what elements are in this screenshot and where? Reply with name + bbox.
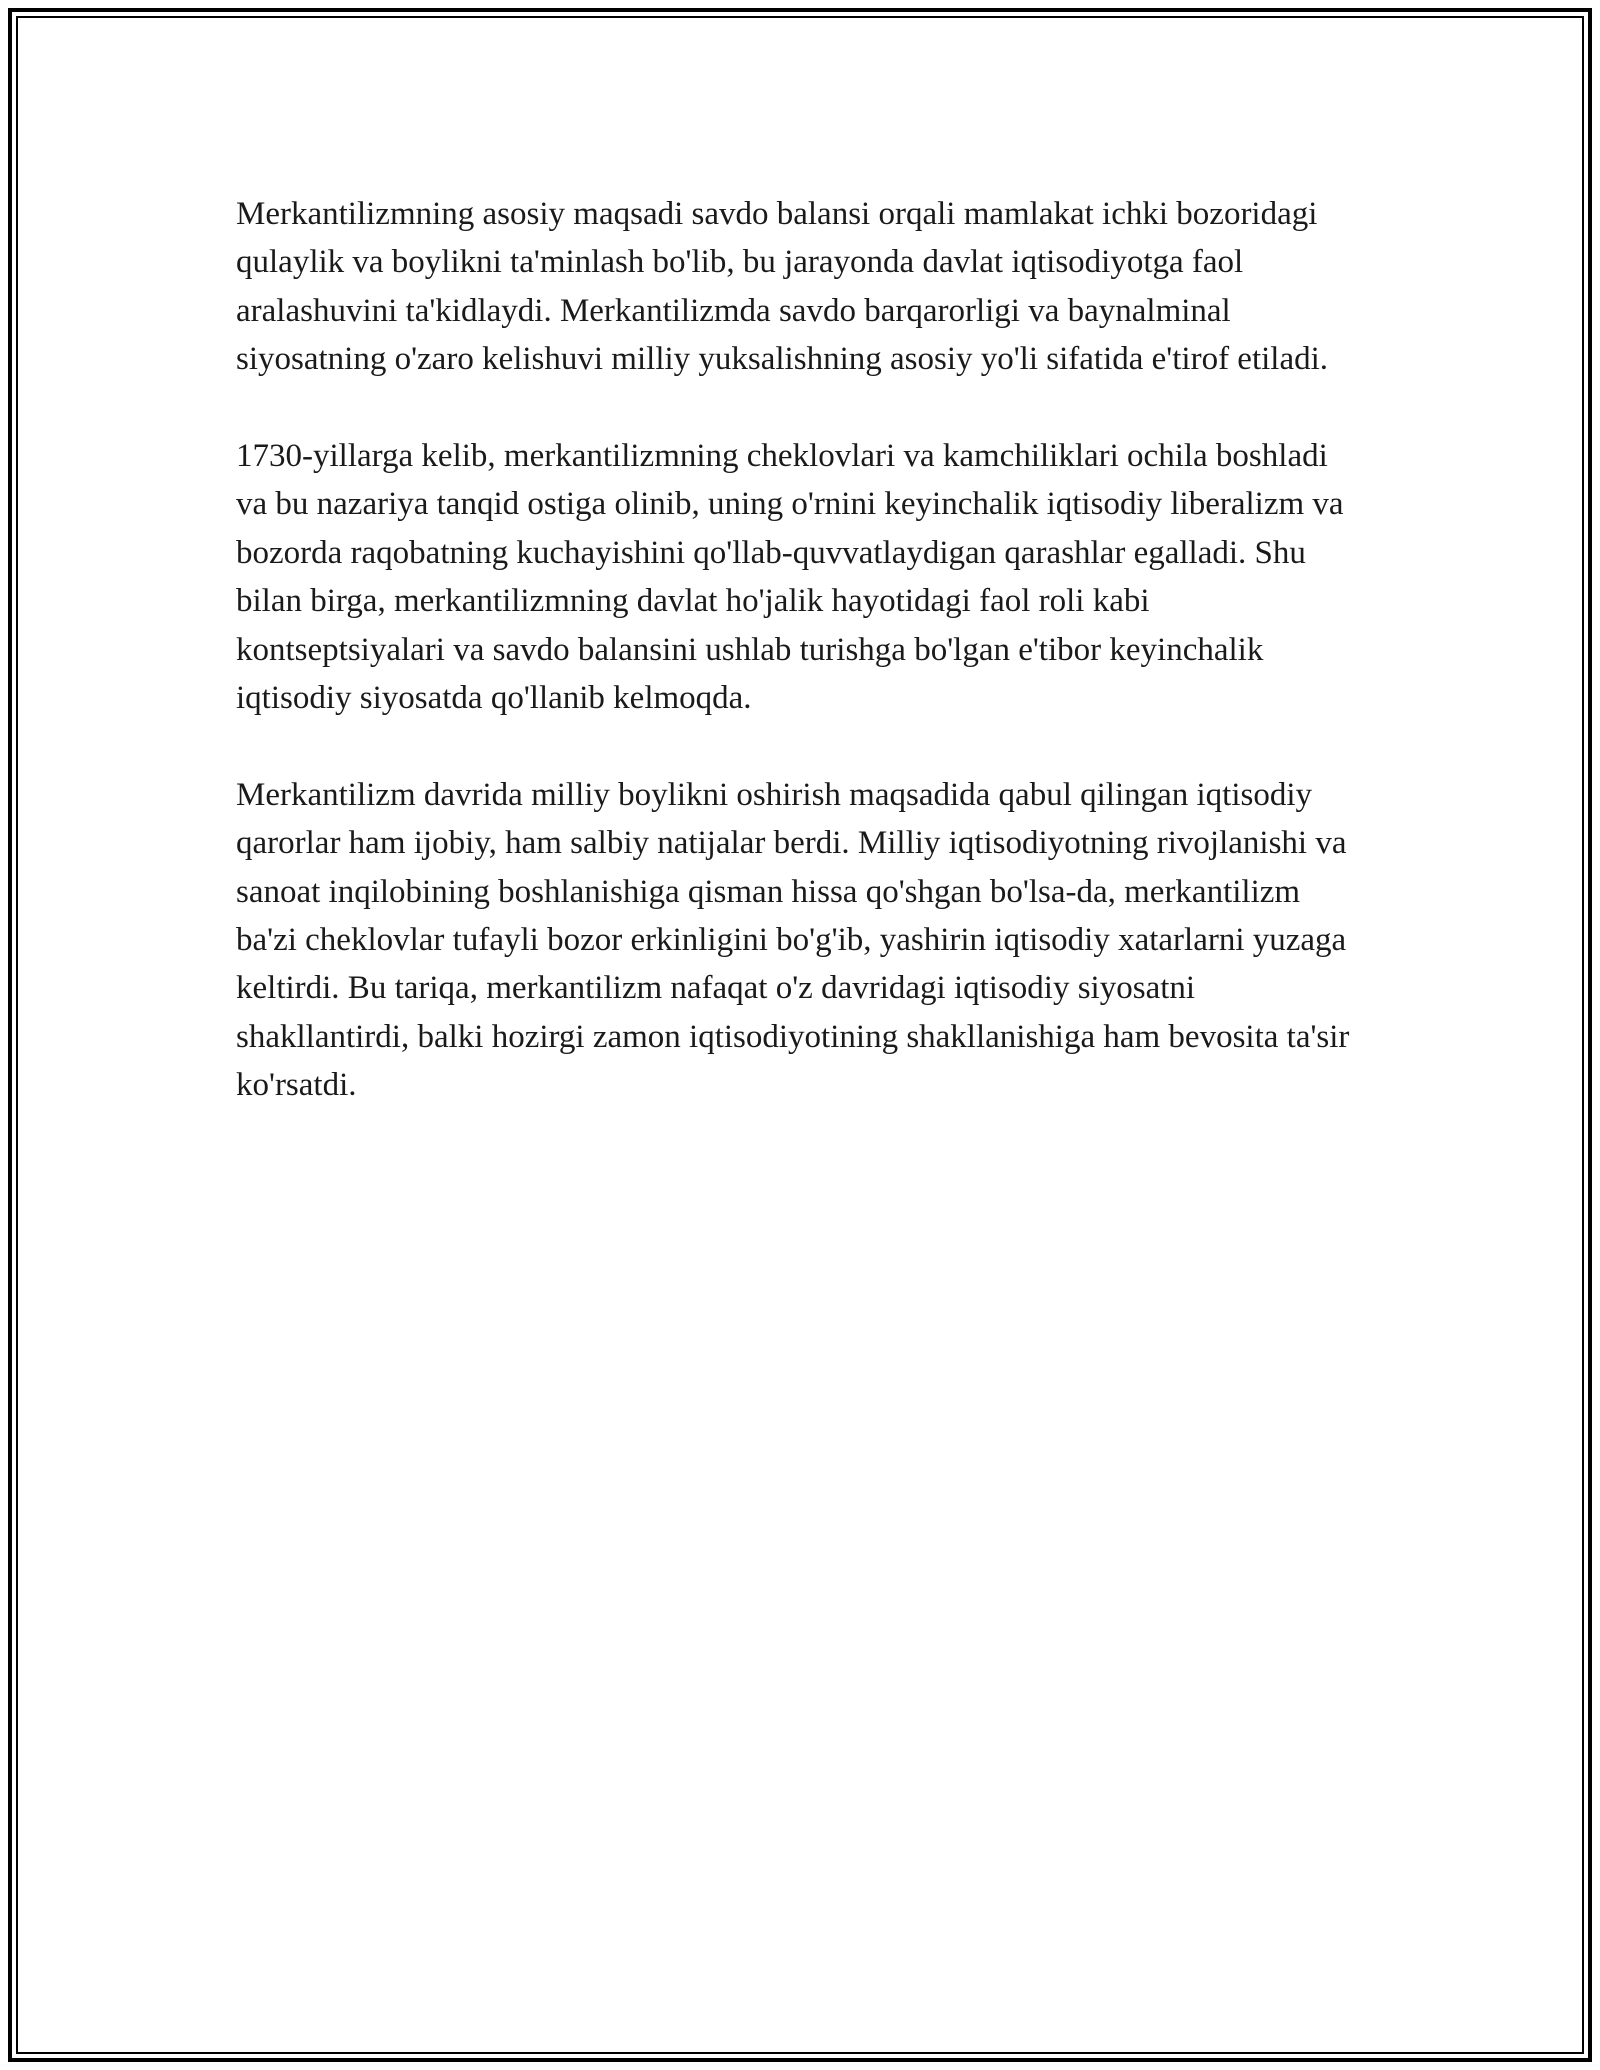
- paragraph-1: Merkantilizmning asosiy maqsadi savdo balansi orqali mamlakat ichki bozoridagi qulaylik va boylikni ta'minlash bo'lib, bu jarayonda davlat iqtisodiyotga faol aralashuvini ta'kidlaydi. Merkantilizmda savdo barqarorligi va baynalminal siyosatning o'zaro kelishuvi milliy yuksalishning asosiy yo'li sifatida e'tirof etiladi.: [236, 196, 1329, 378]
- paragraph-2: 1730-yillarga kelib, merkantilizmning cheklovlari va kamchiliklari ochila boshladi va bu nazariya tanqid ostiga olinib, uning o'rnini keyinchalik iqtisodiy liberalizm va bozorda raqobatning kuchayishini qo'llab-quvvatlaydigan qarashlar egalladi. Shu bilan birga, merkantilizmning davlat ho'jalik hayotidagi faol roli kabi kontseptsiyalari va savdo balansini ushlab turishga bo'lgan e'tibor keyinchalik iqtisodiy siyosatda qo'llanib kelmoqda.: [236, 438, 1344, 717]
- paragraph-3: Merkantilizm davrida milliy boylikni oshirish maqsadida qabul qilingan iqtisodiy qarorlar ham ijobiy, ham salbiy natijalar berdi. Milliy iqtisodiyotning rivojlanishi va sanoat inqilobining boshlanishiga qisman hissa qo'shgan bo'lsa-da, merkantilizm ba'zi cheklovlar tufayli bozor erkinligini bo'g'ib, yashirin iqtisodiy xatarlarni yuzaga keltirdi. Bu tariqa, merkantilizm nafaqat o'z davridagi iqtisodiy siyosatni shakllantirdi, balki hozirgi zamon iqtisodiyotining shakllanishiga ham bevosita ta'sir ko'rsatdi.: [236, 776, 1350, 1104]
- document-body: [236, 190, 1366, 1158]
